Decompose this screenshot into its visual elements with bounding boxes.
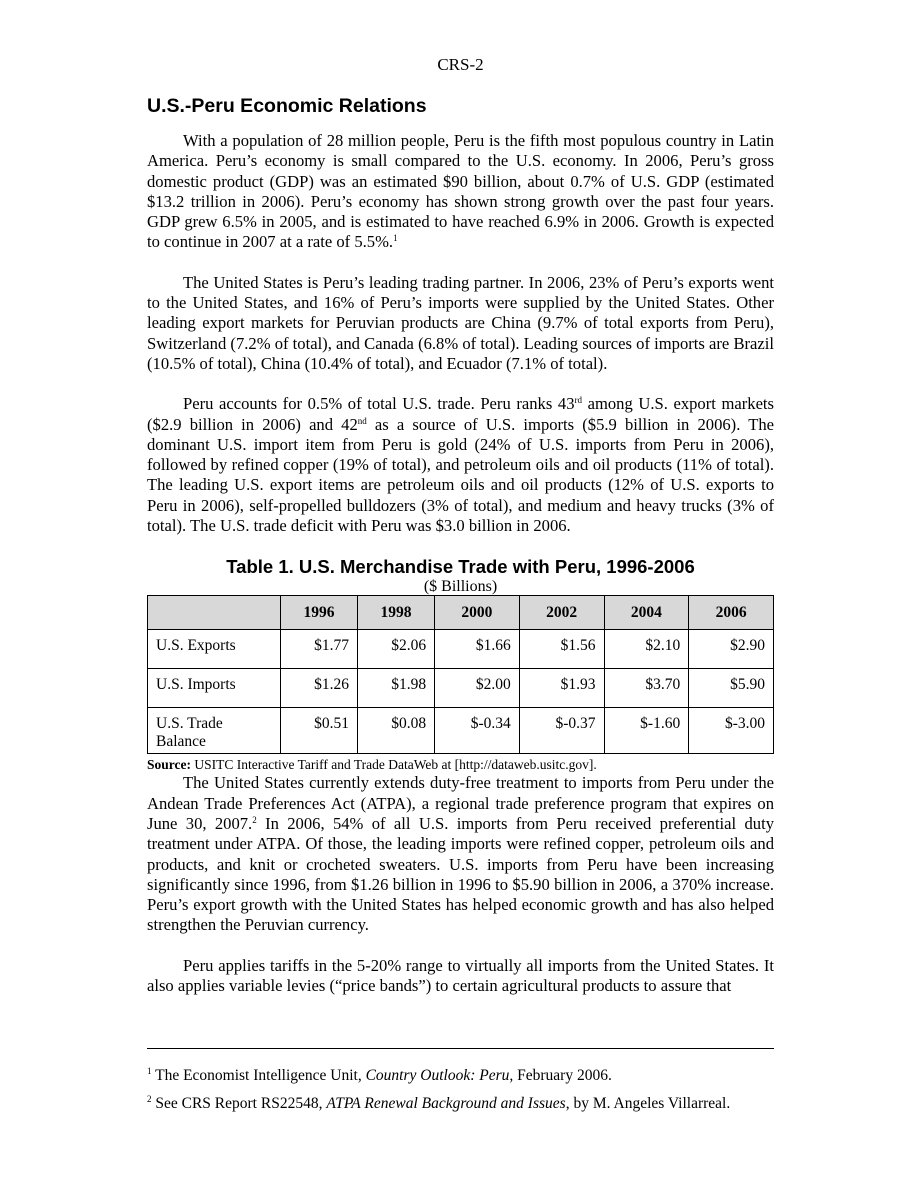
table-cell: $1.93 <box>519 669 604 708</box>
table-cell: $1.26 <box>281 669 358 708</box>
table-cell: $3.70 <box>604 669 689 708</box>
footnote-title: Country Outlook: Peru, <box>365 1067 514 1084</box>
table-cell: $2.10 <box>604 630 689 669</box>
section-title: U.S.-Peru Economic Relations <box>147 95 427 117</box>
paragraph-3 <box>147 394 774 536</box>
table-row <box>148 708 774 754</box>
footnote-text: , by M. Angeles Villarreal. <box>565 1095 731 1112</box>
paragraph-3-text-b: among U.S. export markets ($2.9 billion in 2006) and 42 <box>147 394 774 434</box>
document-page <box>147 0 774 1016</box>
footnote-number: 1 <box>147 1066 152 1076</box>
table-cell: $2.00 <box>435 669 520 708</box>
ordinal-suffix: rd <box>574 395 582 406</box>
year-header: 2006 <box>689 596 774 630</box>
footnote-number: 2 <box>147 1094 152 1104</box>
year-header: 2000 <box>435 596 520 630</box>
table-row <box>148 669 774 708</box>
table-header-row <box>148 596 774 630</box>
table-cell: $0.51 <box>281 708 358 754</box>
paragraph-1 <box>147 131 774 253</box>
table-cell: $-3.00 <box>689 708 774 754</box>
paragraph-4-text-a: The United States currently extends duty-free treatment to imports from Peru under the Andean Trade Preferences Act (ATPA), a regional trade preference program that expires on June 30, 2007. <box>147 773 774 833</box>
table-subcaption: ($ Billions) <box>423 578 498 596</box>
footnote-ref-2[interactable]: 2 <box>252 814 257 825</box>
source-text: USITC Interactive Tariff and Trade DataWeb at [http://dataweb.usitc.gov]. <box>191 757 597 773</box>
row-label: U.S. Exports <box>148 630 281 669</box>
table-source <box>147 757 774 773</box>
footnote-text: February 2006. <box>513 1067 612 1084</box>
footnote-divider <box>147 1048 774 1049</box>
table-cell: $0.08 <box>358 708 435 754</box>
page-header: CRS-2 <box>437 55 484 74</box>
paragraph-3-text-c: as a source of U.S. imports ($5.9 billion in 2006). The dominant U.S. import item from Peru is gold (24% of U.S. imports from Peru in 2006), followed by refined copper (19% of total), and petroleum oils and oil products (11% of total). The leading U.S. export items are petroleum oils and oil products (12% of U.S. exports to Peru in 2006), self-propelled bulldozers (3% of total), and medium and heavy trucks (3% of total). The U.S. trade deficit with Peru was $3.0 billion in 2006. <box>147 414 774 536</box>
source-label: Source: <box>147 757 191 773</box>
footnotes <box>147 1066 774 1122</box>
footnote-text: The Economist Intelligence Unit, <box>151 1067 366 1084</box>
table-corner-cell <box>148 596 281 630</box>
footnote-ref-1[interactable]: 1 <box>393 233 398 244</box>
table-cell: $-0.34 <box>435 708 520 754</box>
year-header: 1996 <box>281 596 358 630</box>
table-cell: $-0.37 <box>519 708 604 754</box>
year-header: 1998 <box>358 596 435 630</box>
paragraph-2: The United States is Peru’s leading trading partner. In 2006, 23% of Peru’s exports went to the United States, and 16% of Peru’s imports were supplied by the United States. Other leading export markets for Peruvian products are China (9.7% of total exports from Peru), Switzerland (7.2% of total), and Canada (6.8% of total). Leading sources of imports are Brazil (10.5% of total), China (10.4% of total), and Ecuador (7.1% of total). <box>147 272 774 373</box>
footnote-title: ATPA Renewal Background and Issues <box>326 1095 566 1112</box>
paragraph-1-text: With a population of 28 million people, Peru is the fifth most populous country in Latin America. Peru’s economy is small compared to the U.S. economy. In 2006, Peru’s gross domestic product (GDP) was an estimated $90 billion, about 0.7% of U.S. GDP (estimated $13.2 trillion in 2006). Peru’s economy has shown strong growth over the past four years. GDP grew 6.5% in 2005, and is estimated to have reached 6.9% in 2006. Growth is expected to continue in 2007 at a rate of 5.5%. <box>147 131 774 252</box>
paragraph-4 <box>147 773 774 935</box>
ordinal-suffix: nd <box>357 415 367 426</box>
table-cell: $-1.60 <box>604 708 689 754</box>
table-cell: $2.06 <box>358 630 435 669</box>
footnote-2 <box>147 1094 774 1113</box>
table-cell: $5.90 <box>689 669 774 708</box>
table-row <box>148 630 774 669</box>
table-cell: $2.90 <box>689 630 774 669</box>
row-label: U.S. Trade Balance <box>148 708 281 754</box>
row-label: U.S. Imports <box>148 669 281 708</box>
trade-table <box>147 595 774 754</box>
paragraph-3-text-a: Peru accounts for 0.5% of total U.S. trade. Peru ranks 43 <box>183 394 575 414</box>
table-cell: $1.98 <box>358 669 435 708</box>
table-cell: $1.56 <box>519 630 604 669</box>
table-cell: $1.77 <box>281 630 358 669</box>
footnote-1 <box>147 1066 774 1085</box>
year-header: 2002 <box>519 596 604 630</box>
table-cell: $1.66 <box>435 630 520 669</box>
paragraph-5: Peru applies tariffs in the 5-20% range to virtually all imports from the United States. It also applies variable levies (“price bands”) to certain agricultural products to assure that <box>147 955 774 996</box>
footnote-text: See CRS Report RS22548, <box>151 1095 327 1112</box>
table-caption: Table 1. U.S. Merchandise Trade with Peru, 1996-2006 <box>226 556 695 578</box>
paragraph-4-text-b: In 2006, 54% of all U.S. imports from Peru received preferential duty treatment under ATPA. Of those, the leading imports were refined copper, petroleum oils and products, and knit or crocheted sweaters. U.S. imports from Peru have been increasing significantly since 1996, from $1.26 billion in 1996 to $5.90 billion in 2006, a 370% increase. Peru’s export growth with the United States has helped economic growth and has also helped strengthen the Peruvian currency. <box>147 813 775 935</box>
year-header: 2004 <box>604 596 689 630</box>
